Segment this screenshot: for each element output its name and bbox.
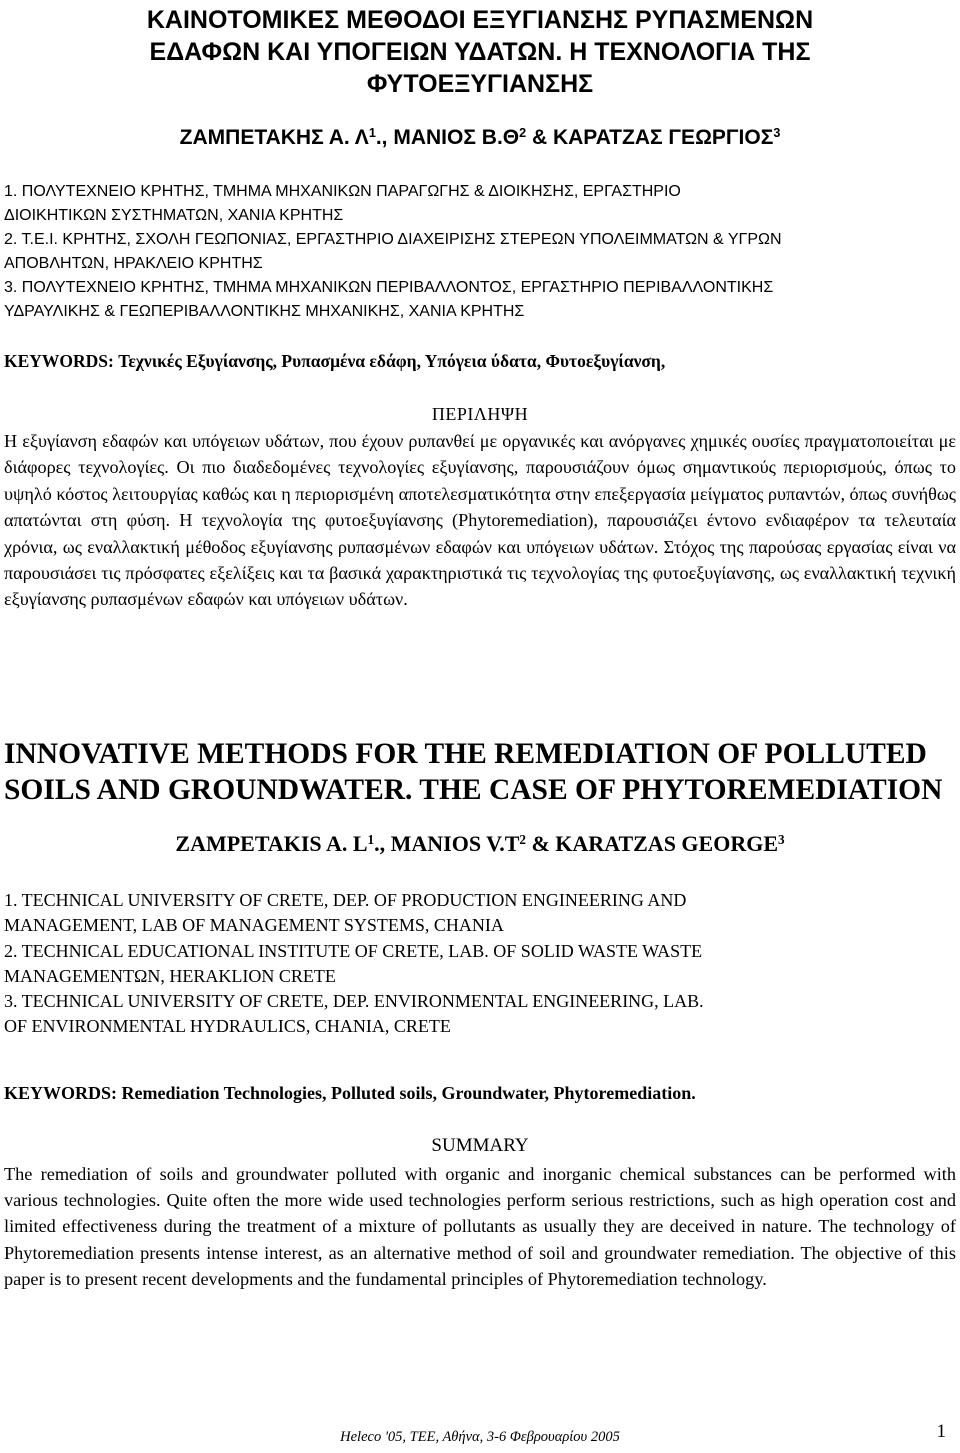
page-number: 1 [936, 1421, 946, 1442]
affiliation-line: MANAGEMENTΩΝ, HERAKLION CRETE [4, 965, 336, 986]
greek-abstract: Η εξυγίανση εδαφών και υπόγειων υδάτων, που έχουν ρυπανθεί με οργανικές και ανόργανες χημικές ουσίες πραγματοποιείται με διάφορες τεχνολογίες. Οι πιο διαδεδομένες τεχνολογίες εξυγίανσης, παρουσιάζουν όμως σημαντικούς περιορισμούς, όπως το υψηλό κόστος λειτουργίας καθώς και η περιορισμένη αποτελεσματικότητα στην επεξεργασία μείγματος ρυπαντών, όπως συνήθως απατώνται στη φύση. Η τεχνολογία της φυτοεξυγίανσης (Phytoremediation), παρουσιάζει έντονο ενδιαφέρον τα τελευταία χρόνια, ως εναλλακτική μέθοδος εξυγίανσης ρυπασμένων εδαφών και υπόγειων υδάτων. Στόχος της παρούσας εργασίας είναι να παρουσιάσει τις πρόσφατες εξελίξεις και τα βασικά χαρακτηριστικά τις τεχνολογίας της φυτοεξυγίανσης, ως εναλλακτική τεχνική εξυγίανσης ρυπασμένων εδαφών και υπόγειων υδάτων. [4, 431, 956, 610]
affiliation-line: 3. TECHNICAL UNIVERSITY OF CRETE, DEP. ENVIRONMENTAL ENGINEERING, LAB. [4, 991, 704, 1012]
author-name: & ΚΑΡΑΤΖΑΣ ΓΕΩΡΓΙΟΣ [526, 126, 774, 149]
author-name: ΖΑΜΠΕΤΑΚΗΣ Α. Λ [179, 126, 369, 149]
greek-keywords: KEYWORDS: Τεχνικές Εξυγίανσης, Ρυπασμένα εδάφη, Υπόγεια ύδατα, Φυτοεξυγίανση, [4, 351, 666, 371]
greek-authors [0, 124, 960, 152]
greek-title-line: ΕΔΑΦΩΝ ΚΑΙ ΥΠΟΓΕΙΩΝ ΥΔΑΤΩΝ. Η ΤΕΧΝΟΛΟΓΙΑ ΤΗΣ [149, 38, 811, 66]
greek-title-line: ΦΥΤΟΕΞΥΓΙΑΝΣΗΣ [366, 70, 594, 98]
affiliation-line: ΔΙΟΙΚΗΤΙΚΩΝ ΣΥΣΤΗΜΑΤΩΝ, ΧΑΝΙΑ ΚΡΗΤΗΣ [4, 207, 344, 224]
english-title [4, 736, 956, 808]
english-title-line: INNOVATIVE METHODS FOR THE REMEDIATION OF POLLUTED [4, 738, 927, 770]
affiliation-line: ΥΔΡΑΥΛΙΚΗΣ & ΓΕΩΠΕΡΙΒΑΛΛΟΝΤΙΚΗΣ ΜΗΧΑΝΙΚΗΣ, ΧΑΝΙΑ ΚΡΗΤΗΣ [4, 303, 525, 320]
english-title-line: SOILS AND GROUNDWATER. THE CASE OF PHYTOREMEDIATION [4, 774, 943, 806]
english-summary-heading: SUMMARY [431, 1135, 529, 1156]
author-name: ZAMPETAKIS A. L [175, 831, 368, 856]
affiliation-marker: 1 [368, 126, 376, 141]
affiliation-marker: 3 [773, 126, 781, 141]
greek-affiliations [4, 180, 956, 324]
affiliation-marker: 2 [519, 831, 526, 847]
greek-title-line: ΚΑΙΝΟΤΟΜΙΚΕΣ ΜΕΘΟΔΟΙ ΕΞΥΓΙΑΝΣΗΣ ΡΥΠΑΣΜΕΝΩΝ [146, 6, 814, 34]
author-name: ., ΜΑΝΙΟΣ Β.Θ [375, 126, 520, 149]
english-keywords: KEYWORDS: Remediation Technologies, Polluted soils, Groundwater, Phytoremediation. [4, 1083, 696, 1103]
affiliation-line: OF ENVIRONMENTAL HYDRAULICS, CHANIA, CRETE [4, 1016, 451, 1037]
greek-abstract-heading: ΠΕΡΙΛΗΨΗ [431, 404, 529, 424]
affiliation-line: MANAGEMENT, LAB OF MANAGEMENT SYSTEMS, CHANIA [4, 915, 504, 936]
english-summary: The remediation of soils and groundwater polluted with organic and inorganic chemical substances can be performed with various technologies. Quite often the more wide used technologies perform serious restrictions, such as high operation cost and limited effectiveness during the treatment of a mixture of pollutants as usually they are deceived in nature. The technology of Phytoremediation presents intense interest, as an alternative method of soil and groundwater remediation. The objective of this paper is to present recent developments and the fundamental principles of Phytoremediation technology. [4, 1164, 956, 1289]
page-footer: Heleco '05, ΤΕΕ, Αθήνα, 3-6 Φεβρουαρίου 2005 [340, 1429, 620, 1445]
affiliation-marker: 1 [367, 831, 375, 847]
affiliation-line: 2. TECHNICAL EDUCATIONAL INSTITUTE OF CRETE, LAB. OF SOLID WASTE WASTE [4, 940, 703, 961]
affiliation-line: 1. TECHNICAL UNIVERSITY OF CRETE, DEP. OF PRODUCTION ENGINEERING AND [4, 890, 687, 910]
english-authors [0, 831, 960, 857]
affiliation-marker: 2 [519, 126, 527, 141]
affiliation-line: ΑΠΟΒΛΗΤΩΝ, ΗΡΑΚΛΕΙΟ ΚΡΗΤΗΣ [4, 255, 263, 272]
affiliation-line: 2. Τ.Ε.Ι. ΚΡΗΤΗΣ, ΣΧΟΛΗ ΓΕΩΠΟΝΙΑΣ, ΕΡΓΑΣΤΗΡΙΟ ΔΙΑΧΕΙΡΙΣΗΣ ΣΤΕΡΕΩΝ ΥΠΟΛΕΙΜΜΑΤΩΝ & ΥΓΡΩΝ [4, 231, 782, 248]
affiliation-line: 3. ΠΟΛΥΤΕΧΝΕΙΟ ΚΡΗΤΗΣ, ΤΜΗΜΑ ΜΗΧΑΝΙΚΩΝ ΠΕΡΙΒΑΛΛΟΝΤΟΣ, ΕΡΓΑΣΤΗΡΙΟ ΠΕΡΙΒΑΛΛΟΝΤΙΚΗΣ [4, 279, 774, 296]
greek-title [0, 4, 960, 100]
affiliation-line: 1. ΠΟΛΥΤΕΧΝΕΙΟ ΚΡΗΤΗΣ, ΤΜΗΜΑ ΜΗΧΑΝΙΚΩΝ ΠΑΡΑΓΩΓΗΣ & ΔΙΟΙΚΗΣΗΣ, ΕΡΓΑΣΤΗΡΙΟ [4, 183, 681, 200]
english-affiliations [4, 888, 956, 1040]
author-name: & KARATZAS GEORGE [525, 831, 778, 856]
affiliation-marker: 3 [778, 831, 785, 847]
author-name: ., MANIOS V.T [374, 831, 520, 856]
